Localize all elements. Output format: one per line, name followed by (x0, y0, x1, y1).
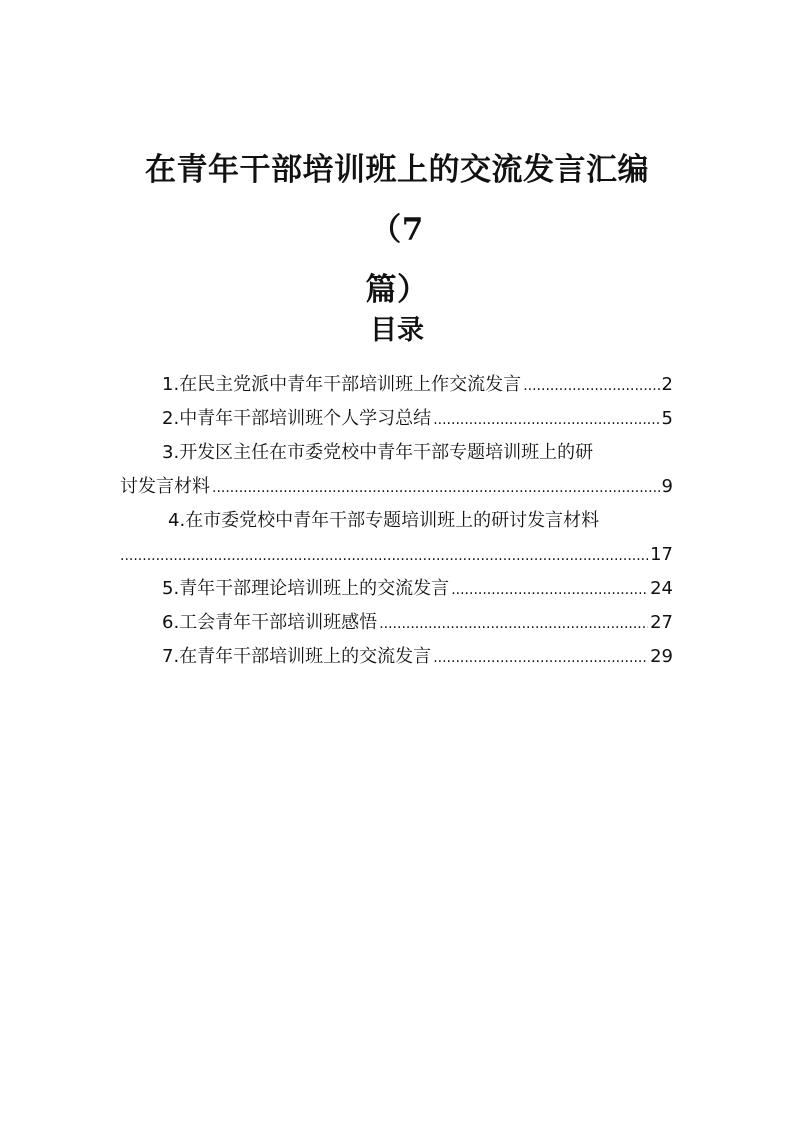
toc-entry[interactable] (120, 402, 673, 436)
toc-page-number: 17 (650, 544, 673, 565)
toc-page-number: 24 (650, 578, 673, 599)
title-line-2: 篇） (365, 272, 429, 308)
toc-page-number: 5 (661, 408, 673, 429)
toc-entry-text: 1.在民主党派中青年干部培训班上作交流发言 (162, 374, 522, 395)
toc-entry-text: 2.中青年干部培训班个人学习总结 (162, 408, 432, 429)
toc-leader-dots (120, 538, 648, 573)
toc-entry-continuation[interactable] (120, 470, 673, 504)
toc-page-number: 27 (650, 612, 673, 633)
table-of-contents (120, 368, 673, 674)
toc-entry[interactable] (120, 504, 673, 538)
toc-leader-dots (379, 606, 648, 641)
toc-entry-text: 4.在市委党校中青年干部专题培训班上的研讨发言材料 (168, 510, 600, 531)
toc-heading: 目录 (370, 315, 424, 346)
toc-entry-text: 讨发言材料 (120, 476, 210, 497)
toc-entry-text: 6.工会青年干部培训班感悟 (162, 612, 378, 633)
toc-entry-text: 7.在青年干部培训班上的交流发言 (162, 646, 432, 667)
toc-entry[interactable] (120, 368, 673, 402)
toc-page-number: 29 (650, 646, 673, 667)
document-title (120, 140, 674, 320)
toc-entry-text: 5.青年干部理论培训班上的交流发言 (162, 578, 450, 599)
toc-leader-dots (451, 572, 648, 607)
toc-entry-text: 3.开发区主任在市委党校中青年干部专题培训班上的研 (162, 442, 594, 463)
toc-entry-continuation[interactable] (120, 538, 673, 572)
toc-leader-dots (523, 368, 659, 403)
toc-entry[interactable] (120, 640, 673, 674)
toc-entry[interactable] (120, 436, 673, 470)
title-line-1: 在青年干部培训班上的交流发言汇编（7 (145, 152, 649, 248)
toc-page-number: 2 (661, 374, 673, 395)
toc-entry[interactable] (120, 572, 673, 606)
toc-entry[interactable] (120, 606, 673, 640)
toc-leader-dots (433, 640, 648, 675)
toc-page-number: 9 (661, 476, 673, 497)
toc-leader-dots (433, 402, 659, 437)
toc-leader-dots (212, 470, 660, 505)
